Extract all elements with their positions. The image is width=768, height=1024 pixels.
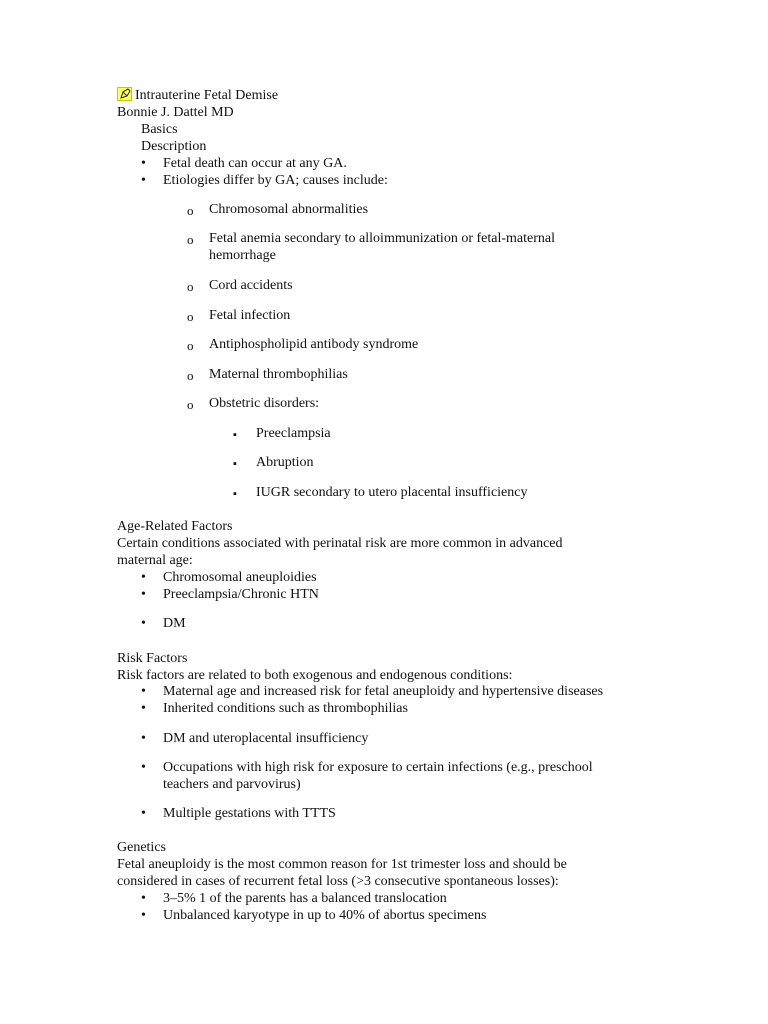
list-item: 3–5% 1 of the parents has a balanced translocation [163,891,447,906]
bullet-marker: • [141,587,146,602]
document-author: Bonnie J. Dattel MD [117,105,234,120]
list-item: Fetal anemia secondary to alloimmunization or fetal-maternal [209,231,555,246]
bullet-marker: o [187,338,194,353]
list-item-continuation: hemorrhage [209,248,276,263]
list-item: DM and uteroplacental insufficiency [163,731,369,746]
bullet-marker: ▪ [233,458,237,470]
list-item: IUGR secondary to utero placental insufficiency [256,485,528,500]
list-item: Chromosomal abnormalities [209,202,369,217]
bullet-marker: o [187,397,194,412]
section-heading-age-related: Age-Related Factors [117,519,233,534]
list-item: DM [163,616,186,631]
bullet-marker: • [141,731,146,746]
section-heading-basics: Basics [141,122,178,137]
bullet-marker: • [141,760,146,775]
list-item: Unbalanced karyotype in up to 40% of abortus specimens [163,908,487,923]
bullet-marker: • [141,806,146,821]
list-item: Antiphospholipid antibody syndrome [209,337,419,352]
list-item: Abruption [256,455,314,470]
bullet-marker: ▪ [233,429,237,441]
list-item: Maternal thrombophilias [209,367,348,382]
list-item: Inherited conditions such as thrombophilias [163,701,408,716]
bullet-marker: • [141,156,146,171]
list-item: Fetal infection [209,308,291,323]
bullet-marker: • [141,701,146,716]
document-title: Intrauterine Fetal Demise [135,88,279,103]
bullet-marker: • [141,173,146,188]
list-item: Occupations with high risk for exposure to certain infections (e.g., preschool [163,760,593,775]
list-item: Preeclampsia [256,426,331,441]
bullet-marker: o [187,279,194,294]
bullet-marker: o [187,232,194,247]
list-item: Etiologies differ by GA; causes include: [163,173,388,188]
section-heading-risk-factors: Risk Factors [117,651,188,666]
bullet-marker: o [187,368,194,383]
list-item-continuation: teachers and parvovirus) [163,777,301,792]
bullet-marker: ▪ [233,488,237,500]
bullet-marker: • [141,570,146,585]
list-item: Preeclampsia/Chronic HTN [163,587,319,602]
bullet-marker: • [141,908,146,923]
paragraph: considered in cases of recurrent fetal loss (>3 consecutive spontaneous losses): [117,874,559,889]
list-item: Chromosomal aneuploidies [163,570,317,585]
paragraph: Risk factors are related to both exogenous and endogenous conditions: [117,668,513,683]
bullet-marker: • [141,616,146,631]
bullet-marker: o [187,203,194,218]
list-item: Maternal age and increased risk for fetal aneuploidy and hypertensive diseases [163,684,604,699]
bullet-marker: • [141,891,146,906]
subsection-heading-description: Description [141,139,207,154]
paragraph: Fetal aneuploidy is the most common reason for 1st trimester loss and should be [117,857,567,872]
list-item: Obstetric disorders: [209,396,320,411]
note-icon[interactable] [117,87,132,101]
bullet-marker: o [187,309,194,324]
paragraph: Certain conditions associated with perinatal risk are more common in advanced [117,536,563,551]
paragraph: maternal age: [117,553,193,568]
list-item: Multiple gestations with TTTS [163,806,336,821]
bullet-marker: • [141,684,146,699]
list-item: Fetal death can occur at any GA. [163,156,347,171]
list-item: Cord accidents [209,278,293,293]
section-heading-genetics: Genetics [117,840,166,855]
